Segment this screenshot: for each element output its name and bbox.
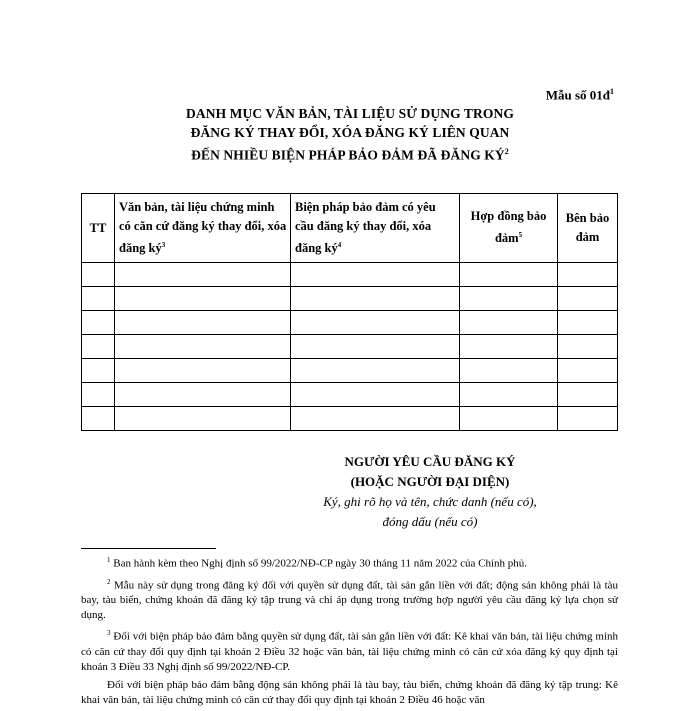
table-cell xyxy=(460,359,558,383)
table-row xyxy=(82,407,618,431)
table-cell xyxy=(82,335,115,359)
footnote: Đối với biện pháp bảo đảm bằng động sản không phải là tàu bay, tàu biển, chứng khoán đã đăng ký tập trung: Kê khai văn bản, tài liệu chứng minh có căn cứ thay đổi quy định tại khoản 2 Điều 46 hoặc văn xyxy=(81,678,618,706)
table-cell xyxy=(82,287,115,311)
table-cell xyxy=(460,287,558,311)
table-row xyxy=(82,335,618,359)
table-header-row xyxy=(82,194,618,263)
table-cell xyxy=(558,335,618,359)
footnote: $^2$ Mẫu này sử dụng trong đăng ký đối với quyền sử dụng đất, tài sản gắn liền với đất; động sản không phải là tàu bay, tàu biển, chứng khoán đã đăng ký tập trung và chỉ áp dụng trong trường hợp người yêu cầu đăng ký lựa chọn sử dụng. xyxy=(81,577,619,622)
header-security-contract: Hợp đồng bảo đảm$^5$ xyxy=(460,194,558,263)
table-cell xyxy=(115,359,291,383)
table-cell xyxy=(558,263,618,287)
table-cell xyxy=(291,287,460,311)
header-security-measure: Biện pháp bảo đảm có yêu cầu đăng ký thay đổi, xóa đăng $ký^4$ xyxy=(291,194,460,263)
table-cell xyxy=(460,383,558,407)
table-cell xyxy=(82,311,115,335)
table-cell xyxy=(82,383,115,407)
footnote-mark: 3 xyxy=(107,629,111,638)
signature-block xyxy=(300,452,560,532)
footnote-ref: 2 xyxy=(504,147,509,156)
table-cell xyxy=(291,311,460,335)
table-cell xyxy=(558,287,618,311)
footnote-ref: 3 xyxy=(161,240,166,249)
signer-representative: (HOẶC NGƯỜI ĐẠI DIỆN) xyxy=(350,474,510,489)
footnote: $^3$ Đối với biện pháp bảo đảm bằng quyền sử dụng đất, tài sản gắn liền với đất: Kê khai văn bản, tài liệu chứng minh có căn cứ thay đổi quy định tại khoản 2 Điều 32 hoặc văn bản, tài liệu chứng minh có căn cứ xóa đăng ký quy định tại khoản 3 Điều 33 Nghị định số 99/2022/NĐ-CP. xyxy=(81,629,618,673)
table-row xyxy=(82,287,618,311)
table-row xyxy=(82,383,618,407)
footnote-ref: 4 xyxy=(337,240,342,249)
footnote: $^1$ Ban hành kèm theo Nghị định số 99/2022/NĐ-CP ngày 30 tháng 11 năm 2022 của Chính phủ. xyxy=(107,556,528,570)
signer-title: NGƯỜI YÊU CẦU ĐĂNG KÝ xyxy=(344,454,516,469)
table-cell xyxy=(291,383,460,407)
form-code: Mẫu số $01đ^1$ xyxy=(545,87,614,103)
title-line: DANH MỤC VĂN BẢN, TÀI LIỆU SỬ DỤNG TRONG xyxy=(186,106,514,121)
table-cell xyxy=(558,359,618,383)
footnote-mark: 2 xyxy=(107,577,111,586)
table-cell xyxy=(115,263,291,287)
table-cell xyxy=(82,359,115,383)
table-cell xyxy=(115,287,291,311)
footnote-mark: 1 xyxy=(107,556,111,564)
table-cell xyxy=(291,335,460,359)
table-cell xyxy=(291,263,460,287)
footnotes xyxy=(81,553,618,711)
table-cell xyxy=(558,407,618,431)
table-cell xyxy=(558,383,618,407)
seal-instruction: đóng dấu (nếu có) xyxy=(382,514,478,529)
footnote-ref: 5 xyxy=(518,231,523,240)
table-cell xyxy=(115,311,291,335)
table-cell xyxy=(558,311,618,335)
table-row xyxy=(82,311,618,335)
table-cell xyxy=(460,407,558,431)
table-row xyxy=(82,263,618,287)
table-cell xyxy=(82,263,115,287)
title-line: ĐĂNG KÝ THAY ĐỔI, XÓA ĐĂNG KÝ LIÊN QUAN xyxy=(190,125,510,140)
header-secured-party: Bên bảo đảm xyxy=(558,194,618,263)
table-cell xyxy=(115,335,291,359)
table-cell xyxy=(460,311,558,335)
footnote-divider xyxy=(81,548,216,549)
footnote-ref: 1 xyxy=(610,87,614,96)
header-supporting-documents: Văn bản, tài liệu chứng minh có căn cứ đăng ký thay đổi, xóa đăng $ký^3$ xyxy=(115,194,291,263)
table-cell xyxy=(460,263,558,287)
table-cell xyxy=(115,383,291,407)
table-body xyxy=(82,263,618,431)
header-tt: TT xyxy=(82,194,115,263)
document-list-table xyxy=(81,193,618,431)
table-row xyxy=(82,359,618,383)
table-cell xyxy=(291,359,460,383)
table-cell xyxy=(291,407,460,431)
table-cell xyxy=(460,335,558,359)
table-cell xyxy=(115,407,291,431)
title-line: ĐẾN NHIỀU BIỆN PHÁP BẢO ĐẢM ĐÃ ĐĂNG $KÝ^2$ xyxy=(191,147,509,163)
signature-instruction: Ký, ghi rõ họ và tên, chức danh (nếu có), xyxy=(323,494,537,509)
document-title xyxy=(0,104,700,165)
table-cell xyxy=(82,407,115,431)
